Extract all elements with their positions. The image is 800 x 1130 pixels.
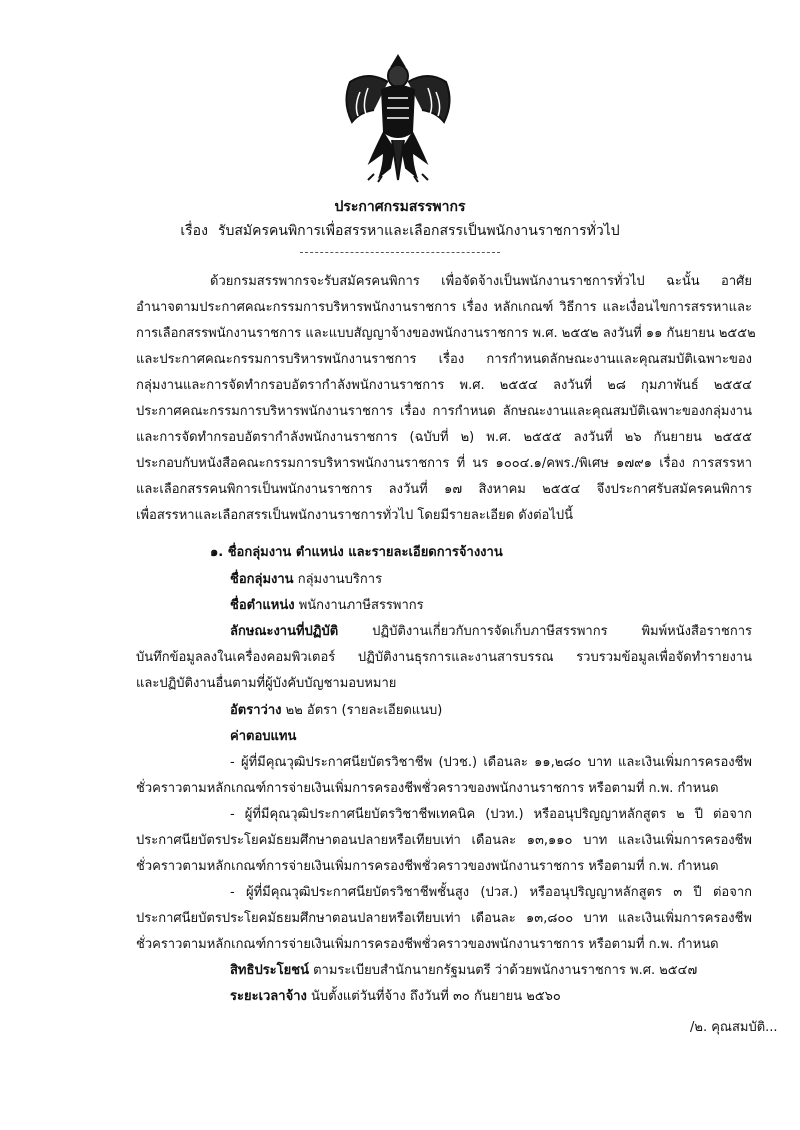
duty-row xyxy=(230,623,752,641)
pay-line: ประกาศนียบัตรประโยคมัธยมศึกษาตอนปลายหรือเทียบเท่า เดือนละ ๑๓,๑๑๐ บาท และเงินเพิ่มการครองชีพ xyxy=(136,833,752,848)
position-row xyxy=(230,597,424,615)
intro-line: กลุ่มงานและการจัดทำกรอบอัตรากำลังพนักงานราชการ พ.ศ. ๒๕๕๔ ลงวันที่ ๒๘ กุมภาพันธ์ ๒๕๕๔ xyxy=(136,378,752,393)
term-value: นับตั้งแต่วันที่จ้าง ถึงวันที่ ๓๐ กันยายน ๒๕๖๐ xyxy=(310,989,561,1004)
benefit-value: ตามระเบียบสำนักนายกรัฐมนตรี ว่าด้วยพนักงานราชการ พ.ศ. ๒๕๔๗ xyxy=(313,963,698,978)
pay-line: ชั่วคราวตามหลักเกณฑ์การจ่ายเงินเพิ่มการครองชีพชั่วคราวของพนักงานราชการ หรือตามที่ ก.พ. กำหนด xyxy=(136,937,719,952)
pay-line: - ผู้ที่มีคุณวุฒิประกาศนียบัตรวิชาชีพเทคนิค (ปวท.) หรืออนุปริญญาหลักสูตร ๒ ปี ต่อจาก xyxy=(230,807,752,822)
benefit-row xyxy=(230,962,697,980)
duty-line: บันทึกข้อมูลลงในเครื่องคอมพิวเตอร์ ปฏิบัติงานธุรการและงานสารบรรณ รวบรวมข้อมูลเพื่อจัดทำรายงาน xyxy=(136,650,752,665)
intro-line: ด้วยกรมสรรพากรจะรับสมัครคนพิการ เพื่อจัดจ้างเป็นพนักงานราชการทั่วไป ฉะนั้น อาศัย xyxy=(210,274,752,289)
pay-label: ค่าตอบแทน xyxy=(230,729,297,744)
duty-line: และปฏิบัติงานอื่นตามที่ผู้บังคับบัญชามอบหมาย xyxy=(136,676,397,691)
intro-line: ประกาศคณะกรรมการบริหารพนักงานราชการ เรื่อง การกำหนด ลักษณะงานและคุณสมบัติเฉพาะของกลุ่มงาน xyxy=(136,404,752,419)
vacancy-row xyxy=(230,702,442,720)
announcement-title: ประกาศกรมสรรพากร xyxy=(334,199,466,215)
vacancy-label: อัตราว่าง xyxy=(230,703,282,718)
pay-line: - ผู้ที่มีคุณวุฒิประกาศนียบัตรวิชาชีพ (ปวช.) เดือนละ ๑๑,๒๘๐ บาท และเงินเพิ่มการครองชีพ xyxy=(230,755,752,770)
duty-label: ลักษณะงานที่ปฏิบัติ xyxy=(230,624,339,639)
duty-text: ปฏิบัติงานเกี่ยวกับการจัดเก็บภาษีสรรพากร พิมพ์หนังสือราชการ xyxy=(372,624,752,639)
group-row xyxy=(230,571,382,589)
intro-line: อำนาจตามประกาศคณะกรรมการบริหารพนักงานราชการ เรื่อง หลักเกณฑ์ วิธีการ และเงื่อนไขการสรรหาและ xyxy=(136,300,752,315)
section1-heading: ๑. ชื่อกลุ่มงาน ตำแหน่ง และรายละเอียดการจ้างงาน xyxy=(210,545,503,560)
position-value: พนักงานภาษีสรรพากร xyxy=(298,598,424,613)
intro-line: และการจัดทำกรอบอัตรากำลังพนักงานราชการ (ฉบับที่ ๒) พ.ศ. ๒๕๕๕ ลงวันที่ ๒๖ กันยายน ๒๕๕๕ xyxy=(136,430,752,445)
pay-line: ชั่วคราวตามหลักเกณฑ์การจ่ายเงินเพิ่มการครองชีพชั่วคราวของพนักงานราชการ หรือตามที่ ก.พ. กำหนด xyxy=(136,859,719,874)
subject-text: รับสมัครคนพิการเพื่อสรรหาและเลือกสรรเป็นพนักงานราชการทั่วไป xyxy=(217,223,620,239)
pay-line: ประกาศนียบัตรประโยคมัธยมศึกษาตอนปลายหรือเทียบเท่า เดือนละ ๑๓,๘๐๐ บาท และเงินเพิ่มการครองชีพ xyxy=(136,911,752,926)
announcement-subject xyxy=(0,220,800,242)
pay-line: - ผู้ที่มีคุณวุฒิประกาศนียบัตรวิชาชีพชั้นสูง (ปวส.) หรืออนุปริญญาหลักสูตร ๓ ปี ต่อจาก xyxy=(230,885,752,900)
garuda-emblem-icon xyxy=(338,52,458,184)
intro-line: ประกอบกับหนังสือคณะกรรมการบริหารพนักงานราชการ ที่ นร ๑๐๐๔.๑/คพร./พิเศษ ๑๗๙๑ เรื่อง การสรรหา xyxy=(136,456,752,471)
header-divider xyxy=(300,252,500,253)
position-label: ชื่อตำแหน่ง xyxy=(230,598,295,613)
pay-line: ชั่วคราวตามหลักเกณฑ์การจ่ายเงินเพิ่มการครองชีพชั่วคราวของพนักงานราชการ หรือตามที่ ก.พ. กำหนด xyxy=(136,781,719,796)
intro-line: และเลือกสรรคนพิการเป็นพนักงานราชการ ลงวันที่ ๑๗ สิงหาคม ๒๕๕๔ จึงประกาศรับสมัครคนพิการ xyxy=(136,482,752,497)
intro-line: เพื่อสรรหาและเลือกสรรเป็นพนักงานราชการทั่วไป โดยมีรายละเอียด ดังต่อไปนี้ xyxy=(136,508,574,523)
intro-line: การเลือกสรรพนักงานราชการ และแบบสัญญาจ้างของพนักงานราชการ พ.ศ. ๒๕๕๒ ลงวันที่ ๑๑ กันยายน ๒๕๕๒ xyxy=(136,326,756,341)
benefit-label: สิทธิประโยชน์ xyxy=(230,963,309,978)
intro-line: และประกาศคณะกรรมการบริหารพนักงานราชการ เรื่อง การกำหนดลักษณะงานและคุณสมบัติเฉพาะของ xyxy=(136,352,752,367)
group-value: กลุ่มงานบริการ xyxy=(297,572,383,587)
continuation-note: /๒. คุณสมบัติ... xyxy=(690,1020,778,1035)
subject-label: เรื่อง xyxy=(180,223,208,239)
term-label: ระยะเวลาจ้าง xyxy=(230,989,307,1004)
vacancy-value: ๒๒ อัตรา (รายละเอียดแนบ) xyxy=(285,703,443,718)
group-label: ชื่อกลุ่มงาน xyxy=(230,572,294,587)
term-row xyxy=(230,988,561,1006)
